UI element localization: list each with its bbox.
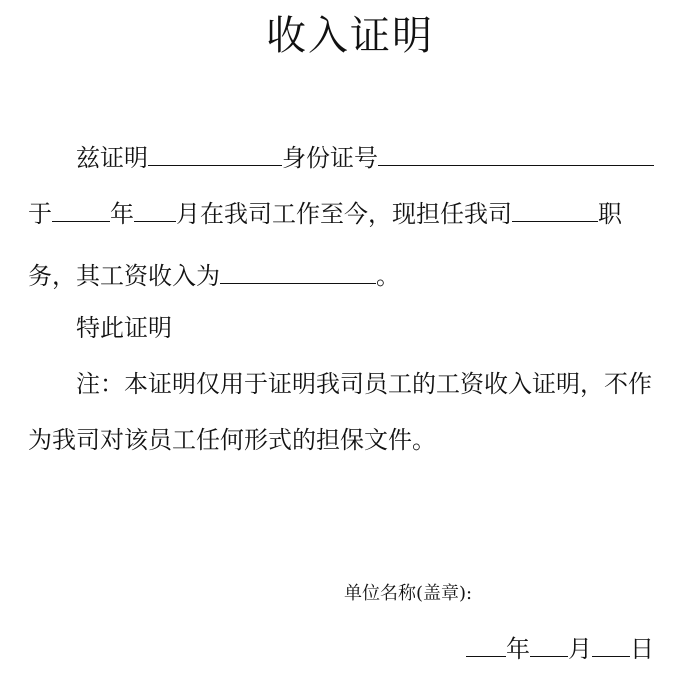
income-text: 务，其工资收入为 xyxy=(28,262,220,290)
date-line xyxy=(466,631,654,667)
position-blank xyxy=(512,197,598,222)
date-month-blank xyxy=(530,632,568,657)
year-blank xyxy=(52,197,110,222)
year-text: 年 xyxy=(110,200,134,228)
income-line xyxy=(28,258,400,294)
income-blank xyxy=(220,259,376,284)
since-text: 于 xyxy=(28,200,52,228)
unit-name-seal-label: 单位名称(盖章): xyxy=(344,583,473,604)
certify-text: 兹证明 xyxy=(76,144,148,172)
certify-line xyxy=(76,140,654,176)
date-month-text: 月 xyxy=(568,635,592,663)
date-year-blank xyxy=(466,632,506,657)
name-blank xyxy=(148,141,282,166)
document-title: 收入证明 xyxy=(266,13,434,59)
date-day-text: 日 xyxy=(630,635,654,663)
closing-text: 特此证明 xyxy=(76,314,172,342)
id-number-label: 身份证号 xyxy=(282,144,378,172)
note-line-1: 注：本证明仅用于证明我司员工的工资收入证明，不作 xyxy=(76,370,652,398)
employment-line xyxy=(28,196,622,232)
date-day-blank xyxy=(592,632,630,657)
id-number-blank xyxy=(378,141,654,166)
note-line-2: 为我司对该员工任何形式的担保文件。 xyxy=(28,426,436,454)
position-text-start: 职 xyxy=(598,200,622,228)
income-period: 。 xyxy=(376,262,400,290)
date-year-text: 年 xyxy=(506,635,530,663)
month-blank xyxy=(134,197,176,222)
employment-text: 月在我司工作至今，现担任我司 xyxy=(176,200,512,228)
